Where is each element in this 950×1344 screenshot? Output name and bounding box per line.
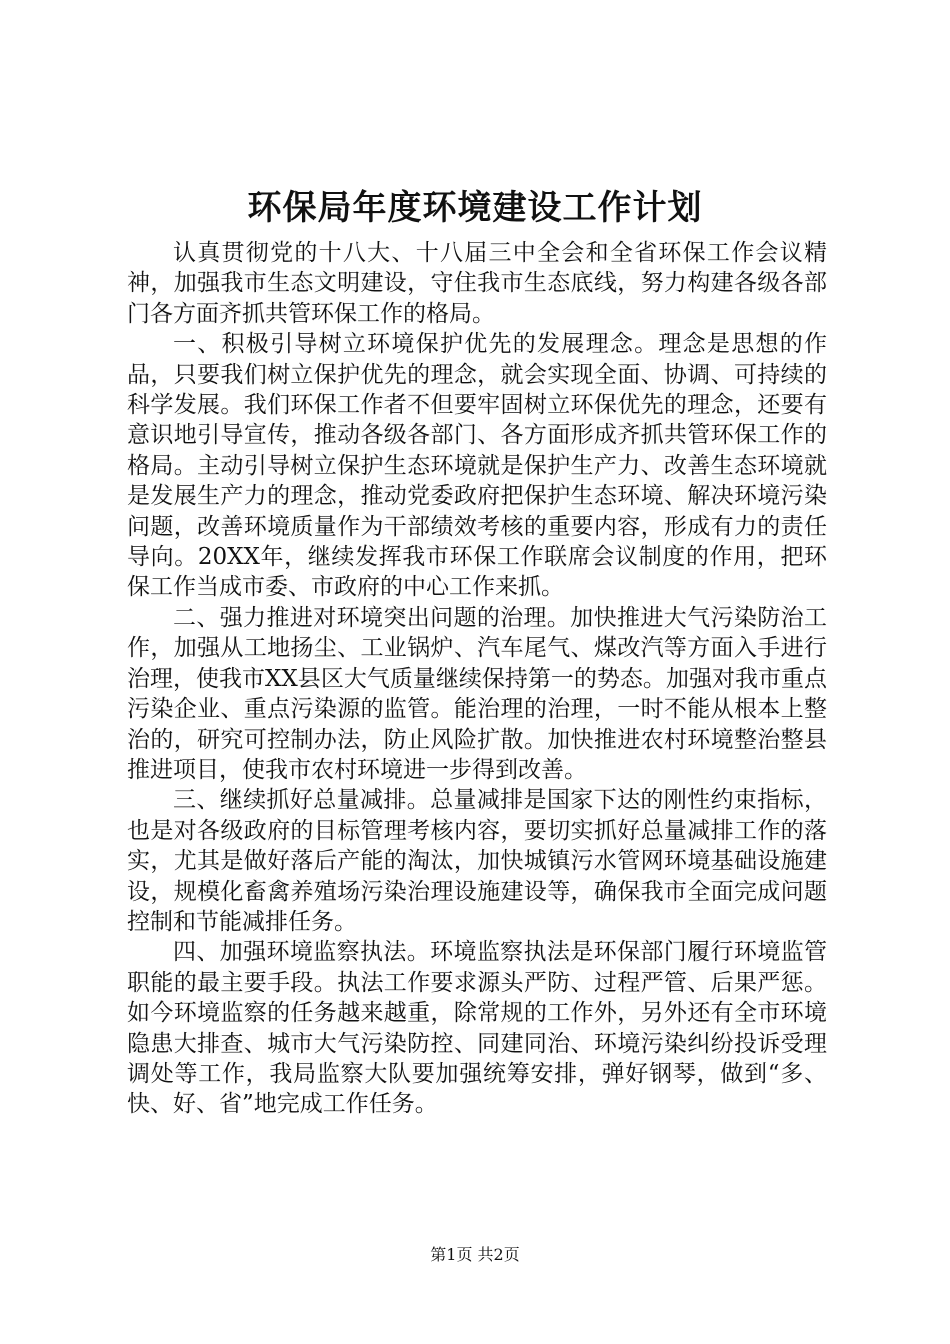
paragraph-section-3: 三、继续抓好总量减排。总量减排是国家下达的刚性约束指标，也是对各级政府的目标管理考核内容，要切实抓好总量减排工作的落实，尤其是做好落后产能的淘汰，加快城镇污水管网环境基础设施建设，规模化畜禽养殖场污染治理设施建设等，确保我市全面完成问题控制和节能减排任务。 [127, 787, 827, 935]
page-footer: 第1页 共2页 [430, 1245, 520, 1264]
paragraph-section-2: 二、强力推进对环境突出问题的治理。加快推进大气污染防治工作，加强从工地扬尘、工业锅炉、汽车尾气、煤改汽等方面入手进行治理，使我市XX县区大气质量继续保持第一的势态。加强对我市重点污染企业、重点污染源的监管。能治理的治理，一时不能从根本上整治的，研究可控制办法，防止风险扩散。加快推进农村环境整治整县推进项目，使我市农村环境进一步得到改善。 [127, 604, 827, 783]
document-title: 环保局年度环境建设工作计划 [247, 188, 703, 228]
paragraph-section-4: 四、加强环境监察执法。环境监察执法是环保部门履行环境监管职能的最主要手段。执法工作要求源头严防、过程严管、后果严惩。如今环境监察的任务越来越重，除常规的工作外，另外还有全市环境隐患大排查、城市大气污染防控、同建同治、环境污染纠纷投诉受理调处等工作，我局监察大队要加强统筹安排，弹好钢琴，做到“多、快、好、省”地完成工作任务。 [127, 939, 827, 1118]
paragraph-section-1: 一、积极引导树立环境保护优先的发展理念。理念是思想的作品，只要我们树立保护优先的理念，就会实现全面、协调、可持续的科学发展。我们环保工作者不但要牢固树立环保优先的理念，还要有意识地引导宣传，推动各级各部门、各方面形成齐抓共管环保工作的格局。主动引导树立保护生态环境就是保护生产力、改善生态环境就是发展生产力的理念，推动党委政府把保护生态环境、解决环境污染问题，改善环境质量作为干部绩效考核的重要内容，形成有力的责任导向。20XX年，继续发挥我市环保工作联席会议制度的作用，把环保工作当成市委、市政府的中心工作来抓。 [127, 331, 827, 601]
document-body [127, 238, 827, 1120]
paragraph-intro: 认真贯彻党的十八大、十八届三中全会和全省环保工作会议精神，加强我市生态文明建设，守住我市生态底线，努力构建各级各部门各方面齐抓共管环保工作的格局。 [127, 240, 827, 327]
